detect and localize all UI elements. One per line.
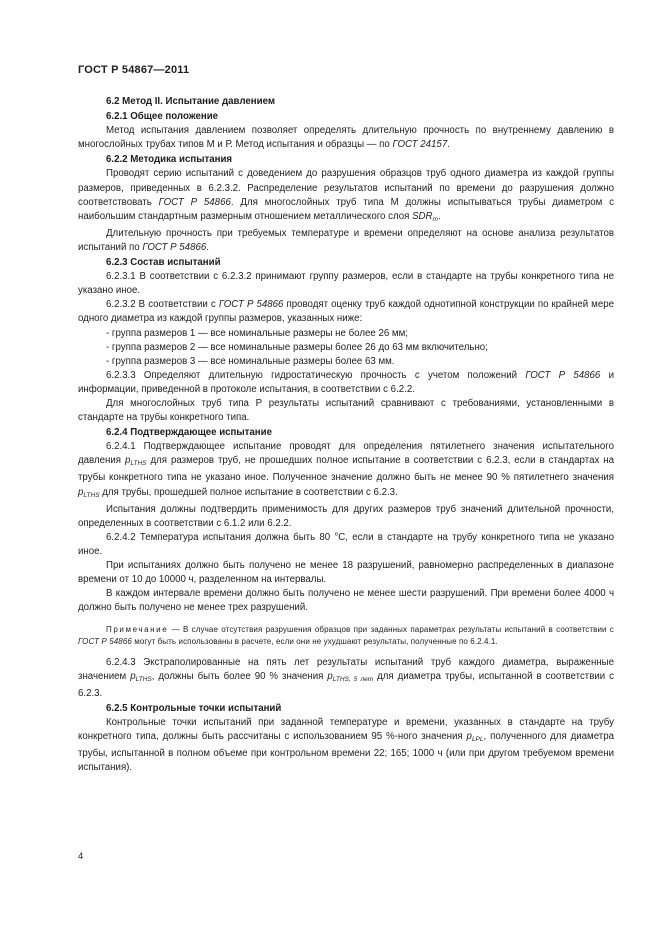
section-6-2-2-heading: 6.2.2 Методика испытания [106,154,233,166]
section-6-2-1-heading: 6.2.1 Общее положение [106,111,219,123]
section-6-2-3-heading: 6.2.3 Состав испытаний [106,257,221,269]
paragraph: Испытания должны подтвердить применимость для других размеров труб значений длительной прочности, определенных в соответствии с 6.1.2 или 6.2.2. [78,503,614,529]
document-body [78,94,614,775]
list-item: - группа размеров 2 — все номинальные размеры более 26 до 63 мм включительно; [106,341,488,353]
list-item: - группа размеров 3 — все номинальные размеры более 63 мм. [106,355,395,367]
section-6-2-heading: 6.2 Метод II. Испытание давлением [106,96,276,107]
note: Примечание — В случае отсутствия разрушения образцов при заданных параметрах результаты испытаний в соответствии с ГОСТ Р 54866 могут быть использованы в расчете, если они не ухудшают результаты, полученные по 6.2.4.1. [78,625,614,646]
paragraph: При испытаниях должно быть получено не менее 18 разрушений, равномерно распределенных в диапазоне времени от 10 до 10000 ч, разделенном на интервалы. [78,560,614,586]
paragraph: Контрольные точки испытаний при заданной температуре и времени, указанных в стандарте на трубу конкретного типа, должны быть рассчитаны с использованием 95 %-ного значения $p_{LPL}$, полученного для диаметра трубы, испытанной в полном объеме при контрольном времени 22; 165; 1000 ч (или при другом требуемом времени испытания). [78,716,614,774]
paragraph: 6.2.3.3 Определяют длительную гидростатическую прочность с учетом положений ГОСТ Р 54866 и информации, приведенной в протоколе испытания, в соответствии с 6.2.2. [78,369,614,395]
paragraph: Проводят серию испытаний с доведением до разрушения образцов труб одного диаметра из каждой группы размеров, приведенных в 6.2.3.2. Распределение результатов испытаний по времени до разрушения должно соответствовать ГОСТ Р 54866. Для многослойных труб типа М должны испытываться трубы диаметром с наибольшим стандартным размерным отношением металлического слоя $SDR_m$. [78,168,615,223]
paragraph: 6.2.4.3 Экстраполированные на пять лет результаты испытаний труб каждого диаметра, выраженные значением $p_{LTHS}$, должны быть более 90 % значения $p_{LTHS, 5 лет}$ для диаметра трубы, испытанной в соответствии с 6.2.3. [78,656,614,699]
paragraph: Для многослойных труб типа Р результаты испытаний сравнивают с требованиями, установленными в стандарте на трубы конкретного типа. [78,397,614,424]
paragraph: 6.2.4.1 Подтверждающее испытание проводят для определения пятилетнего значения испытательного давления $p_{LTHS}$ для размеров труб, не прошедших полное испытание в соответствии с 6.2.3, если в стандартах на трубы конкретного типа не указано иное. Полученное значение должно быть не менее 90 % пятилетнего значения $p_{LTHS}$ для трубы, прошедшей полное испытание в соответствии с 6.2.3. [78,441,614,499]
list-item: - группа размеров 1 — все номинальные размеры не более 26 мм; [106,327,408,339]
paragraph: 6.2.3.1 В соответствии с 6.2.3.2 принимают группу размеров, если в стандарте на трубы конкретного типа не указано иное. [78,271,614,297]
section-6-2-4-heading: 6.2.4 Подтверждающее испытание [106,427,273,439]
paragraph: В каждом интервале времени должно быть получено не менее шести разрушений. При времени более 4000 ч должно быть получено не менее трех разрушений. [78,588,614,614]
paragraph: Метод испытания давлением позволяет определять длительную прочность по внутреннему давлению в многослойных трубах типов М и Р. Метод испытания и образцы — по ГОСТ 24157. [78,125,614,151]
paragraph: Длительную прочность при требуемых температуре и времени определяют на основе анализа результатов испытаний по ГОСТ Р 54866. [78,227,614,253]
paragraph: 6.2.4.2 Температура испытания должна быть 80 °С, если в стандарте на трубу конкретного типа не указано иное. [78,531,614,557]
page-number: 4 [78,851,84,862]
paragraph: 6.2.3.2 В соответствии с ГОСТ Р 54866 проводят оценку труб каждой однотипной конструкции по крайней мере одного диаметра из каждой группы размеров, указанных ниже: [78,299,615,325]
section-6-2-5-heading: 6.2.5 Контрольные точки испытаний [106,702,282,714]
document-header: ГОСТ Р 54867—2011 [78,64,190,76]
